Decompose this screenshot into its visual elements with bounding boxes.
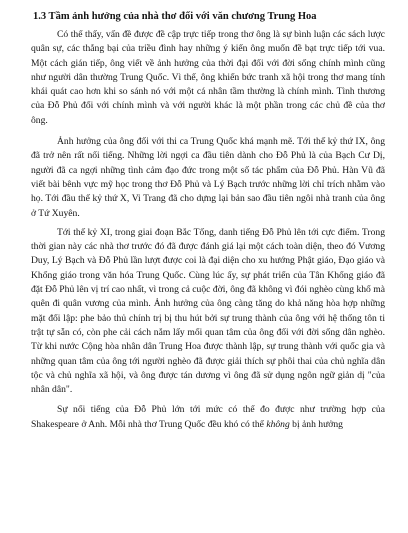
paragraph-2: Ảnh hưởng của ông đối với thi ca Trung Quốc khá mạnh mẽ. Tới thế kỷ thứ IX, ông đã trở nên rất nổi tiếng. Những lời ngợi ca đầu tiên dành cho Đỗ Phủ là của Bạch Cư Dị, người đã ca ngợi những tình cảm đạo đức trong một số tác phẩm của Đỗ Phủ. Hàn Vũ đã viết bài bênh vực mỹ học trong thơ Đỗ Phủ và Lý Bạch trước những lời chỉ trích nhằm vào họ. Tới đầu thế kỷ thứ X, Vi Trang đã cho dựng lại bản sao đầu tiên ngôi nhà tranh của ông ở Tứ Xuyên.	[31, 136, 385, 219]
section-heading: 1.3 Tầm ảnh hưởng của nhà thơ đối với văn chương Trung Hoa	[33, 11, 317, 22]
emphasis-text: không	[266, 418, 290, 430]
paragraph-1: Có thể thấy, vấn đề được đề cập trực tiếp trong thơ ông là sự bình luận các sách lược quân sự, các thắng bại của triều đình hay những ý kiến ông muốn đề bạt trực tiếp tới vua. Một cách gián tiếp, ông viết về ảnh hưởng của thời đại đối với đời sống chính mình cũng như người dân thường Trung Quốc. Vì thế, ông khiến bức tranh xã hội trong thơ mang tính khái quát cao hơn khi so sánh nó với một cá nhân tầm thường là chính mình. Tình thương của Đỗ Phủ đối với chính mình và với người khác là một phần trong các chủ đề của thơ ông.	[31, 29, 385, 126]
paragraph-3: Tới thế kỷ XI, trong giai đoạn Bắc Tống, danh tiếng Đỗ Phủ lên tới cực điểm. Trong thời gian này các nhà thơ trước đó đã được đánh giá lại một cách toàn diện, theo đó Vương Duy, Lý Bạch và Đỗ Phủ lần lượt được coi là đại diện cho xu hướng Phật giáo, Đạo giáo và Khổng giáo trong văn hóa Trung Quốc. Cùng lúc ấy, sự phát triển của Tân Khổng giáo đã đặt Đỗ Phủ lên vị trí cao nhất, vì trong cả cuộc đời, ông đã không vì đói nghèo cùng khổ mà quên đi quân vương của mình. Ảnh hưởng của ông càng tăng do khả năng hòa hợp những mặt đối lập: phe bảo thủ chính trị bị thu hút bởi sự trung thành của ông với hệ thống tôn ti trật tự sẵn có, còn phe cải cách nắm lấy mối quan tâm của ông đối với đời sống dân nghèo. Từ khi nước Cộng hòa nhân dân Trung Hoa được thành lập, sự trung thành với quốc gia và những quan tâm của ông tới người nghèo đã được giải thích sự phôi thai của chủ nghĩa dân tộc và chủ nghĩa xã hội, và ông được tán dương vì ông đã sử dụng ngôn ngữ giản dị "của nhân dân".	[31, 226, 385, 396]
paragraph-4: Sự nổi tiếng của Đỗ Phủ lớn tới mức có thể đo được như trường hợp của Shakespeare ở Anh. Mỗi nhà thơ Trung Quốc đều khó có thể không bị ảnh hưởng	[31, 404, 385, 430]
